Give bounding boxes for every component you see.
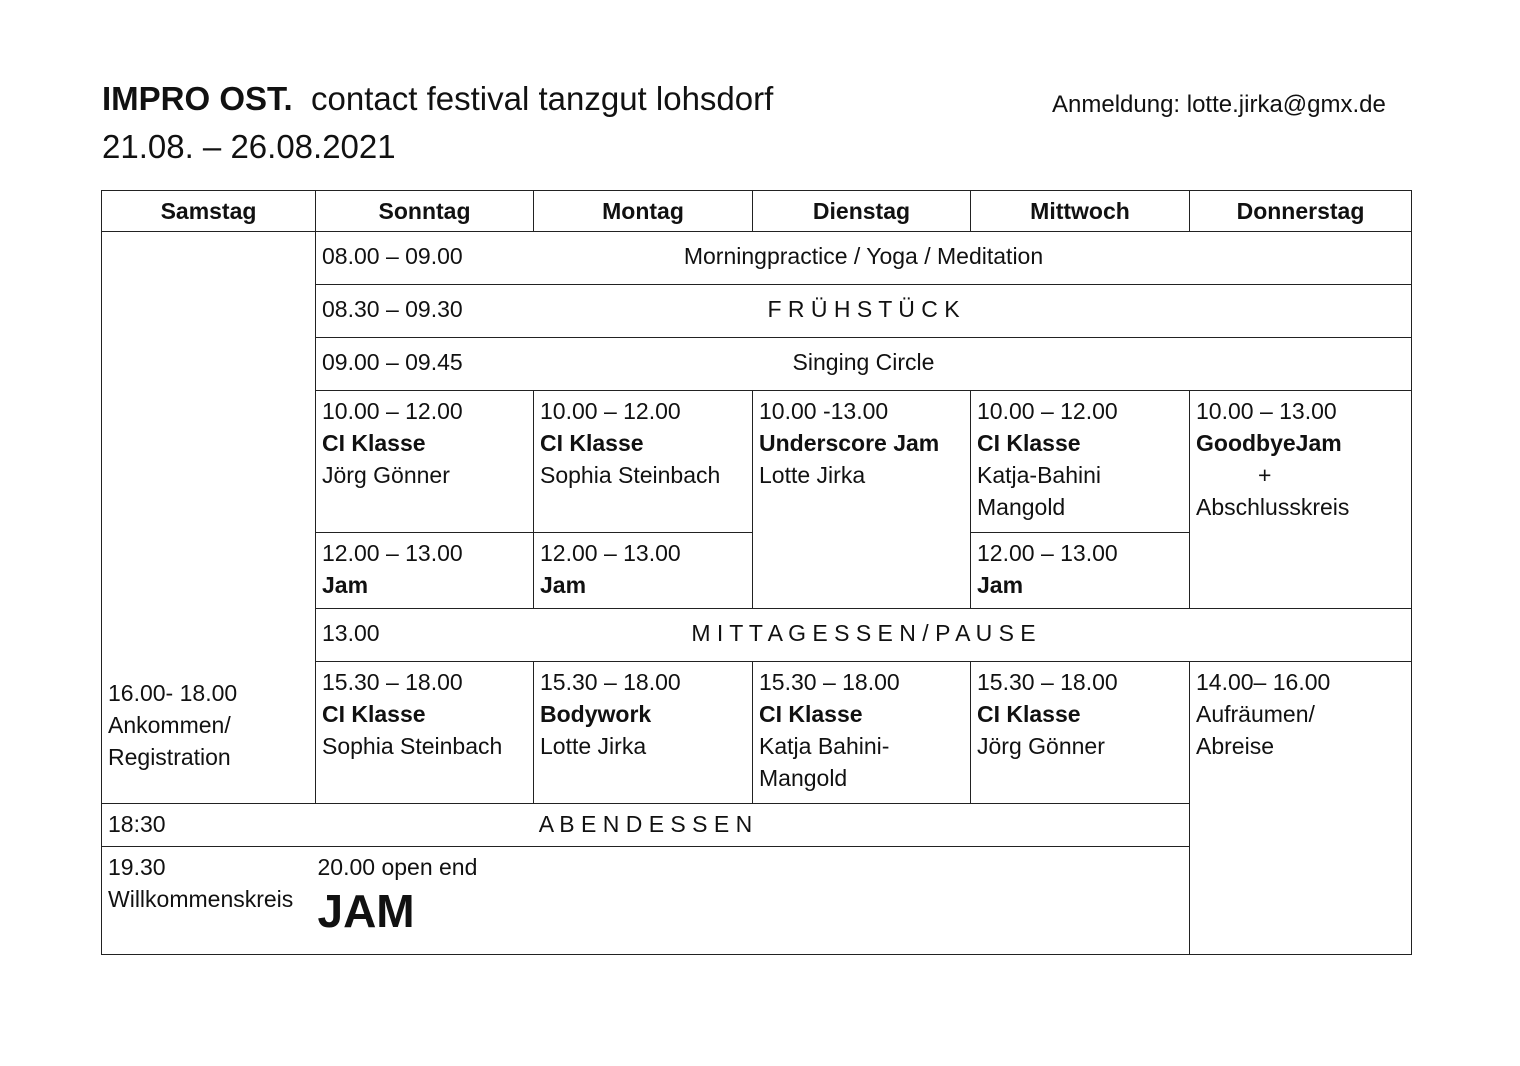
sonntag-jam-cell — [316, 533, 534, 609]
slot-title: CI Klasse — [322, 701, 426, 727]
slot-time: 09.00 – 09.45 — [322, 349, 463, 375]
day-header-sonntag: Sonntag — [316, 191, 534, 232]
slot-label: Willkommenskreis — [108, 886, 294, 912]
slot-title: Jam — [322, 572, 369, 598]
morning-practice-row — [102, 232, 1412, 285]
slot-time: 10.00 – 12.00 — [540, 398, 681, 424]
slot-time: 10.00 – 12.00 — [977, 398, 1118, 424]
donnerstag-afternoon-cell — [1190, 662, 1412, 955]
slot-teacher: Jörg Gönner — [322, 462, 450, 488]
slot-title: GoodbyeJam — [1196, 430, 1342, 456]
open-jam-cell — [317, 847, 1190, 955]
slot-time: 19.30 — [108, 854, 166, 880]
slot-title: Bodywork — [540, 701, 652, 727]
dienstag-afternoon-cell — [753, 662, 971, 804]
festival-dates: 21.08. – 26.08.2021 — [102, 128, 396, 165]
day-header-dienstag: Dienstag — [753, 191, 971, 232]
dienstag-morning-cell — [753, 391, 971, 609]
slot-line: Aufräumen/ — [1196, 701, 1315, 727]
slot-teacher: Mangold — [977, 494, 1066, 520]
mittwoch-morning-cell — [971, 391, 1190, 533]
slot-time: 10.00 – 12.00 — [322, 398, 463, 424]
slot-title: CI Klasse — [977, 430, 1081, 456]
slot-teacher: Sophia Steinbach — [322, 733, 503, 759]
slot-line: Abreise — [1196, 733, 1274, 759]
slot-time: 13.00 — [322, 620, 380, 646]
day-header-mittwoch: Mittwoch — [971, 191, 1190, 232]
slot-time: 15.30 – 18.00 — [322, 669, 463, 695]
slot-time: 15.30 – 18.00 — [540, 669, 681, 695]
slot-time: 20.00 open end — [317, 854, 478, 880]
slot-teacher: Katja Bahini- — [759, 733, 890, 759]
festival-subtitle: contact festival tanzgut lohsdorf — [311, 80, 774, 117]
slot-label: F R Ü H S T Ü C K — [767, 296, 960, 322]
common-slot-dinner — [102, 804, 1190, 847]
slot-label: M I T T A G E S S E N / P A U S E — [691, 620, 1036, 646]
mittwoch-afternoon-cell — [971, 662, 1190, 804]
slot-title: Jam — [977, 572, 1024, 598]
slot-time: 10.00 – 13.00 — [1196, 398, 1337, 424]
slot-time: 15.30 – 18.00 — [759, 669, 900, 695]
slot-time: 18:30 — [108, 811, 166, 837]
schedule-table — [101, 190, 1412, 955]
day-header-samstag: Samstag — [102, 191, 316, 232]
slot-time: 12.00 – 13.00 — [540, 540, 681, 566]
slot-line: + — [1258, 462, 1272, 488]
festival-brand: IMPRO OST. — [102, 80, 293, 117]
slot-label: Singing Circle — [792, 349, 935, 375]
sonntag-morning-cell — [316, 391, 534, 533]
slot-time: 15.30 – 18.00 — [977, 669, 1118, 695]
slot-teacher: Lotte Jirka — [540, 733, 647, 759]
slot-time: 08.00 – 09.00 — [322, 243, 463, 269]
slot-line: Registration — [108, 744, 231, 770]
common-slot-lunch — [316, 609, 1412, 662]
slot-teacher: Mangold — [759, 765, 848, 791]
slot-time: 08.30 – 09.30 — [322, 296, 463, 322]
slot-title: CI Klasse — [540, 430, 644, 456]
slot-teacher: Katja-Bahini — [977, 462, 1102, 488]
donnerstag-morning-cell — [1190, 391, 1412, 609]
day-header-row — [102, 191, 1412, 232]
slot-title: CI Klasse — [977, 701, 1081, 727]
sonntag-afternoon-cell — [316, 662, 534, 804]
slot-teacher: Sophia Steinbach — [540, 462, 721, 488]
mittwoch-jam-cell — [971, 533, 1190, 609]
slot-title: Underscore Jam — [759, 430, 940, 456]
slot-time: 12.00 – 13.00 — [977, 540, 1118, 566]
slot-title: CI Klasse — [759, 701, 863, 727]
slot-time: 12.00 – 13.00 — [322, 540, 463, 566]
slot-label: Morningpractice / Yoga / Meditation — [683, 243, 1044, 269]
montag-jam-cell — [534, 533, 753, 609]
slot-teacher: Jörg Gönner — [977, 733, 1105, 759]
slot-line: Ankommen/ — [108, 712, 231, 738]
day-header-montag: Montag — [534, 191, 753, 232]
common-slot-breakfast — [316, 285, 1412, 338]
page-title — [102, 80, 773, 118]
common-slot-singing — [316, 338, 1412, 391]
slot-label: A B E N D E S S E N — [538, 811, 753, 837]
montag-morning-cell — [534, 391, 753, 533]
jam-title: JAM — [317, 885, 415, 937]
day-header-donnerstag: Donnerstag — [1190, 191, 1412, 232]
slot-time: 16.00- 18.00 — [108, 680, 238, 706]
slot-teacher: Lotte Jirka — [759, 462, 866, 488]
registration-contact: Anmeldung: lotte.jirka@gmx.de — [1052, 91, 1386, 118]
slot-time: 14.00– 16.00 — [1196, 669, 1331, 695]
common-slot-morning — [316, 232, 1412, 285]
slot-line: Abschlusskreis — [1196, 494, 1350, 520]
slot-title: Jam — [540, 572, 587, 598]
samstag-afternoon-cell — [102, 232, 316, 804]
montag-afternoon-cell — [534, 662, 753, 804]
slot-time: 10.00 -13.00 — [759, 398, 889, 424]
slot-title: CI Klasse — [322, 430, 426, 456]
